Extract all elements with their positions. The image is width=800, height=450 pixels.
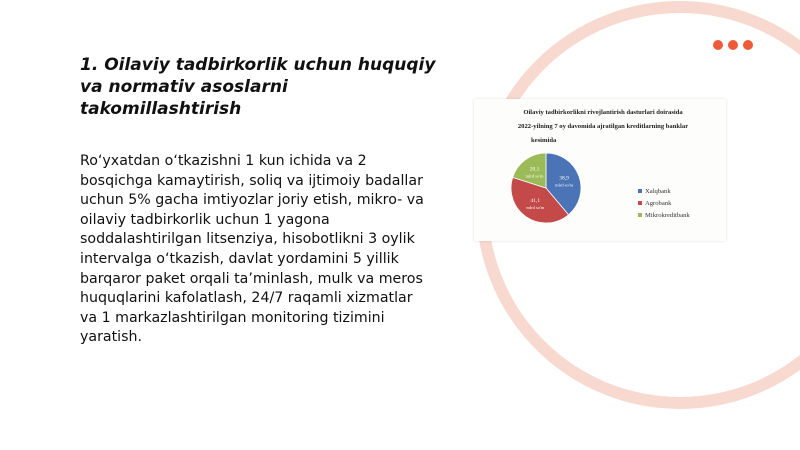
dot-2	[728, 40, 738, 50]
pie-unit-label-xalqbank: mlrd so'm	[555, 182, 574, 188]
pie-label-xalqbank: 38,9	[559, 175, 569, 182]
pie-chart-card	[474, 99, 726, 241]
legend-item-xalqbank	[638, 185, 690, 197]
more-dots-icon	[713, 40, 753, 50]
chart-title-line-2: 2022-yilning 7 oy davomida ajratilgan kreditlarning banklar	[517, 123, 689, 130]
legend-swatch-agrobank	[638, 201, 642, 205]
legend-item-agrobank	[638, 197, 690, 209]
slide-title: 1. Oilaviy tadbirkorlik uchun huquqiy va normativ asoslarni takomillashtirish	[80, 55, 436, 119]
legend-swatch-mikrokreditbank	[638, 213, 642, 217]
chart-title-line-1: Oilaviy tadbirkorlikni rivojlantirish dasturlari doirasida	[523, 109, 683, 116]
chart-legend	[638, 185, 690, 221]
dot-1	[713, 40, 723, 50]
slide-body-text: Ro‘yxatdan o‘tkazishni 1 kun ichida va 2 bosqichga kamaytirish, soliq va ijtimoiy badallar uchun 5% gacha imtiyozlar joriy etish, mikro- va oilaviy tadbirkorlik uchun 1 yagona soddalashtirilgan litsenziya, hisobotlikni 3 oylik intervalga o‘tkazish, davlat yordamini 5 yillik barqaror paket orqali ta’minlash, mulk va meros huquqlarini kafolatlash, 24/7 raqamli xizmatlar va 1 markazlashtirilgan monitoring tizimini yaratish.	[80, 153, 424, 346]
dot-3	[743, 40, 753, 50]
legend-label-mikrokreditbank: Mikrokreditbank	[645, 211, 690, 219]
legend-label-agrobank: Agrobank	[645, 199, 672, 207]
pie-label-mikrokreditbank: 20,1	[529, 166, 540, 173]
pie-unit-label-mikrokreditbank: mlrd so'm	[525, 173, 544, 179]
legend-label-xalqbank: Xalqbank	[645, 187, 671, 195]
pie-label-agrobank: 41,1	[530, 198, 541, 204]
chart-title-line-3: kesimida	[531, 137, 557, 144]
pie-unit-label-agrobank: mlrd so'm	[526, 205, 545, 210]
legend-swatch-xalqbank	[638, 189, 642, 193]
legend-item-mikrokreditbank	[638, 209, 690, 221]
